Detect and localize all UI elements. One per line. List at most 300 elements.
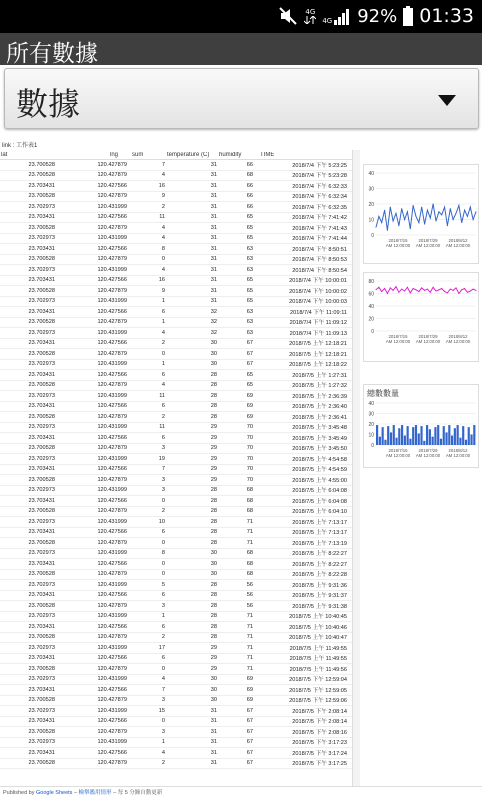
table-cell: 23.700528 bbox=[28, 445, 55, 452]
table-cell: 56 bbox=[246, 602, 253, 609]
table-cell: 120.427879 bbox=[97, 224, 127, 231]
table-cell: 31 bbox=[210, 718, 217, 725]
table-cell: 23.703431 bbox=[28, 182, 55, 189]
table-cell: 71 bbox=[246, 518, 253, 525]
table-cell: 30 bbox=[210, 697, 217, 704]
table-cell: 2018/7/5 上午 12:18:21 bbox=[289, 351, 347, 358]
table-cell: 71 bbox=[246, 655, 253, 662]
table-cell: 71 bbox=[246, 634, 253, 641]
chart-point bbox=[430, 292, 431, 293]
chart-point bbox=[424, 224, 425, 225]
table-row bbox=[0, 706, 352, 717]
y-tick-label: 60 bbox=[368, 291, 374, 298]
table-cell: 2018/7/5 上午 12:18:22 bbox=[289, 362, 347, 369]
chart-point bbox=[416, 216, 417, 217]
table-cell: 70 bbox=[246, 445, 253, 452]
table-cell: 56 bbox=[246, 592, 253, 599]
table-cell: 6 bbox=[161, 623, 165, 630]
x-tick-label: AM 12:00:00 bbox=[385, 339, 411, 344]
chart-bar bbox=[395, 438, 397, 445]
chart-point bbox=[401, 208, 402, 209]
table-cell: 23.702973 bbox=[28, 235, 55, 242]
table-cell: 63 bbox=[246, 266, 253, 273]
table-cell: 23.700528 bbox=[28, 728, 55, 735]
column-header: lng bbox=[110, 151, 119, 158]
table-row bbox=[0, 171, 352, 182]
table-cell: 23.700528 bbox=[28, 760, 55, 767]
table-cell: 23.700528 bbox=[28, 161, 55, 168]
table-cell: 3 bbox=[161, 728, 165, 735]
chart-point bbox=[381, 291, 382, 292]
table-cell: 29 bbox=[210, 455, 217, 462]
y-tick-label: 10 bbox=[368, 432, 374, 439]
table-header bbox=[0, 150, 352, 160]
table-cell: 65 bbox=[246, 277, 253, 284]
table-cell: 3 bbox=[161, 602, 165, 609]
table-cell: 4 bbox=[161, 329, 165, 336]
table-row bbox=[0, 633, 352, 644]
table-cell: 31 bbox=[210, 193, 217, 200]
table-cell: 28 bbox=[210, 487, 217, 494]
chart-bar bbox=[423, 441, 425, 445]
chart-point bbox=[396, 286, 397, 287]
table-cell: 120.427879 bbox=[97, 319, 127, 326]
table-row bbox=[0, 213, 352, 224]
table-cell: 4 bbox=[161, 676, 165, 683]
table-cell: 2018/7/4 下午 5:23:25 bbox=[292, 162, 347, 169]
table-cell: 29 bbox=[210, 644, 217, 651]
table-cell: 23.703431 bbox=[28, 466, 55, 473]
table-cell: 2018/7/5 下午 3:17:23 bbox=[292, 740, 347, 747]
table-cell: 23.700528 bbox=[28, 287, 55, 294]
table-cell: 6 bbox=[161, 403, 165, 410]
table-cell: 120.431999 bbox=[97, 455, 127, 462]
table-cell: 66 bbox=[246, 193, 253, 200]
table-cell: 2018/7/4 下午 7:41:42 bbox=[292, 215, 347, 222]
table-cell: 4 bbox=[161, 224, 165, 231]
table-cell: 31 bbox=[210, 728, 217, 735]
table-cell: 6 bbox=[161, 592, 165, 599]
table-row bbox=[0, 276, 352, 287]
table-cell: 120.431999 bbox=[97, 266, 127, 273]
table-cell: 65 bbox=[246, 382, 253, 389]
table-cell: 23.703431 bbox=[28, 686, 55, 693]
table-cell: 1 bbox=[161, 613, 165, 620]
table-row bbox=[0, 549, 352, 560]
table-cell: 65 bbox=[246, 224, 253, 231]
table-cell: 29 bbox=[210, 466, 217, 473]
table-cell: 120.427566 bbox=[97, 655, 127, 662]
table-cell: 2018/7/5 上午 7:13:17 bbox=[292, 530, 347, 537]
table-cell: 63 bbox=[246, 245, 253, 252]
chart-bar bbox=[398, 428, 400, 445]
chart-point bbox=[467, 292, 468, 293]
footer-separator: – bbox=[73, 790, 78, 796]
table-cell: 23.703431 bbox=[28, 749, 55, 756]
chart-point bbox=[393, 290, 394, 291]
table-cell: 2018/7/5 下午 12:59:04 bbox=[289, 677, 347, 684]
table-cell: 6 bbox=[161, 371, 165, 378]
table-cell: 28 bbox=[210, 623, 217, 630]
chart-point bbox=[396, 213, 397, 214]
sum-chart bbox=[363, 164, 479, 264]
chart-bar bbox=[459, 438, 461, 445]
table-cell: 2018/7/5 上午 7:13:17 bbox=[292, 519, 347, 526]
chart-bar bbox=[379, 437, 381, 445]
table-cell: 2018/7/5 上午 6:04:08 bbox=[292, 488, 347, 495]
y-tick-label: 30 bbox=[368, 411, 374, 418]
table-cell: 23.700528 bbox=[28, 172, 55, 179]
chart-bar bbox=[401, 425, 403, 445]
chart-point bbox=[401, 289, 402, 290]
table-cell: 120.427879 bbox=[97, 350, 127, 357]
chart-point bbox=[470, 291, 471, 292]
table-cell: 2018/7/5 上午 11:49:56 bbox=[289, 666, 347, 673]
table-cell: 56 bbox=[246, 581, 253, 588]
table-cell: 0 bbox=[161, 665, 165, 672]
table-cell: 23.702973 bbox=[28, 266, 55, 273]
table-cell: 120.427566 bbox=[97, 340, 127, 347]
chart-point bbox=[470, 207, 471, 208]
table-cell: 120.431999 bbox=[97, 361, 127, 368]
table-cell: 120.427879 bbox=[97, 413, 127, 420]
table-cell: 28 bbox=[210, 634, 217, 641]
chart-bar bbox=[468, 427, 470, 445]
table-cell: 2018/7/5 上午 4:55:00 bbox=[292, 477, 347, 484]
table-cell: 23.700528 bbox=[28, 602, 55, 609]
table-cell: 120.427879 bbox=[97, 571, 127, 578]
table-cell: 2 bbox=[161, 340, 165, 347]
table-cell: 1 bbox=[161, 361, 165, 368]
battery-icon bbox=[403, 6, 413, 26]
table-cell: 66 bbox=[246, 203, 253, 210]
table-cell: 2 bbox=[161, 413, 165, 420]
table-cell: 7 bbox=[161, 686, 165, 693]
table-cell: 23.703431 bbox=[28, 623, 55, 630]
table-cell: 23.703431 bbox=[28, 434, 55, 441]
humidity-chart bbox=[363, 272, 479, 362]
table-cell: 3 bbox=[161, 476, 165, 483]
table-cell: 120.427566 bbox=[97, 623, 127, 630]
chart-point bbox=[450, 289, 451, 290]
x-tick-label: 2018/8/12 bbox=[448, 238, 468, 243]
table-cell: 120.427879 bbox=[97, 161, 127, 168]
table-row bbox=[0, 475, 352, 486]
table-cell: 3 bbox=[161, 697, 165, 704]
x-tick-label: AM 12:00:00 bbox=[415, 243, 441, 248]
chart-point bbox=[458, 293, 459, 294]
table-cell: 1 bbox=[161, 739, 165, 746]
table-cell: 66 bbox=[246, 182, 253, 189]
google-sheets-link[interactable]: Google Sheets bbox=[36, 790, 73, 796]
table-cell: 120.427566 bbox=[97, 214, 127, 221]
table-cell: 31 bbox=[210, 214, 217, 221]
table-cell: 2018/7/5 上午 9:31:36 bbox=[292, 582, 347, 589]
table-cell: 2018/7/5 上午 6:04:08 bbox=[292, 498, 347, 505]
table-cell: 120.427566 bbox=[97, 529, 127, 536]
table-cell: 32 bbox=[210, 319, 217, 326]
column-header: humidity bbox=[219, 151, 242, 158]
table-cell: 2018/7/5 上午 8:22:27 bbox=[292, 551, 347, 558]
report-abuse-link[interactable]: 檢舉濫用情形 bbox=[78, 790, 112, 796]
chart-point bbox=[421, 287, 422, 288]
table-cell: 1 bbox=[161, 319, 165, 326]
published-by-label: Published by bbox=[3, 790, 35, 796]
chart-bar bbox=[420, 426, 422, 445]
chart-point bbox=[461, 289, 462, 290]
table-row bbox=[0, 297, 352, 308]
chart-point bbox=[418, 291, 419, 292]
chart-point bbox=[404, 219, 405, 220]
column-divider bbox=[352, 150, 360, 786]
x-tick-label: 2018/7/29 bbox=[418, 238, 438, 243]
published-footer bbox=[0, 786, 482, 800]
table-cell: 31 bbox=[210, 235, 217, 242]
table-cell: 2018/7/5 上午 11:49:55 bbox=[289, 645, 347, 652]
table-cell: 67 bbox=[246, 361, 253, 368]
table-row bbox=[0, 360, 352, 371]
y-tick-label: 20 bbox=[368, 316, 374, 323]
table-row bbox=[0, 612, 352, 623]
chart-bar bbox=[445, 432, 447, 445]
table-cell: 2018/7/5 上午 3:45:49 bbox=[292, 435, 347, 442]
table-cell: 63 bbox=[246, 308, 253, 315]
table-row bbox=[0, 381, 352, 392]
table-cell: 2018/7/5 上午 7:13:19 bbox=[292, 540, 347, 547]
chart-point bbox=[381, 222, 382, 223]
chart-bar bbox=[426, 425, 428, 445]
table-cell: 28 bbox=[210, 497, 217, 504]
table-cell: 120.431999 bbox=[97, 739, 127, 746]
table-cell: 71 bbox=[246, 613, 253, 620]
table-cell: 23.703431 bbox=[28, 403, 55, 410]
table-cell: 28 bbox=[210, 592, 217, 599]
table-cell: 23.702973 bbox=[28, 455, 55, 462]
table-row bbox=[0, 727, 352, 738]
table-cell: 69 bbox=[246, 403, 253, 410]
y-tick-label: 40 bbox=[368, 304, 374, 310]
table-cell: 31 bbox=[210, 266, 217, 273]
table-cell: 68 bbox=[246, 571, 253, 578]
table-cell: 68 bbox=[246, 487, 253, 494]
chart-point bbox=[427, 210, 428, 211]
table-cell: 120.427879 bbox=[97, 256, 127, 263]
table-cell: 120.427566 bbox=[97, 277, 127, 284]
x-tick-label: AM 12:00:00 bbox=[445, 339, 471, 344]
table-cell: 8 bbox=[161, 550, 165, 557]
x-tick-label: 2018/7/15 bbox=[388, 334, 408, 339]
table-cell: 120.431999 bbox=[97, 613, 127, 620]
chart-bar bbox=[418, 433, 420, 445]
table-row bbox=[0, 517, 352, 528]
table-cell: 120.431999 bbox=[97, 518, 127, 525]
network-4g-icon bbox=[304, 8, 316, 24]
table-cell: 67 bbox=[246, 707, 253, 714]
table-cell: 6 bbox=[161, 655, 165, 662]
table-cell: 28 bbox=[210, 403, 217, 410]
column-header: lat bbox=[1, 151, 8, 158]
x-tick-label: AM 12:00:00 bbox=[385, 453, 411, 458]
table-cell: 2018/7/4 下午 6:32:34 bbox=[292, 194, 347, 201]
column-header: sum bbox=[132, 151, 144, 158]
table-cell: 65 bbox=[246, 371, 253, 378]
table-cell: 31 bbox=[210, 277, 217, 284]
chart-point bbox=[438, 211, 439, 212]
table-cell: 4 bbox=[161, 235, 165, 242]
status-bar-icons bbox=[278, 5, 474, 27]
published-sheet[interactable] bbox=[0, 136, 482, 786]
table-cell: 30 bbox=[210, 361, 217, 368]
table-row bbox=[0, 759, 352, 770]
table-cell: 31 bbox=[210, 760, 217, 767]
table-cell: 67 bbox=[246, 739, 253, 746]
table-cell: 23.700528 bbox=[28, 476, 55, 483]
table-row bbox=[0, 591, 352, 602]
table-cell: 120.427566 bbox=[97, 718, 127, 725]
table-row bbox=[0, 181, 352, 192]
y-tick-label: 40 bbox=[368, 171, 374, 177]
chart-bar bbox=[429, 429, 431, 445]
chart-point bbox=[413, 205, 414, 206]
table-cell: 2018/7/5 上午 2:36:39 bbox=[292, 393, 347, 400]
chart-point bbox=[387, 293, 388, 294]
chart-bar bbox=[454, 428, 456, 445]
table-cell: 71 bbox=[246, 539, 253, 546]
chart-point bbox=[450, 208, 451, 209]
table-cell: 2018/7/5 上午 2:36:40 bbox=[292, 404, 347, 411]
y-tick-label: 0 bbox=[371, 443, 374, 449]
table-cell: 23.703431 bbox=[28, 718, 55, 725]
mute-icon bbox=[278, 6, 298, 26]
y-tick-label: 10 bbox=[368, 217, 374, 224]
table-row bbox=[0, 192, 352, 203]
table-cell: 4 bbox=[161, 266, 165, 273]
table-cell: 28 bbox=[210, 602, 217, 609]
table-cell: 120.427879 bbox=[97, 172, 127, 179]
data-select-spinner[interactable] bbox=[4, 68, 479, 129]
table-cell: 32 bbox=[210, 329, 217, 336]
table-cell: 120.431999 bbox=[97, 581, 127, 588]
table-cell: 6 bbox=[161, 434, 165, 441]
table-row bbox=[0, 433, 352, 444]
table-row bbox=[0, 318, 352, 329]
table-cell: 120.427879 bbox=[97, 760, 127, 767]
table-cell: 2018/7/4 下午 8:50:54 bbox=[292, 267, 347, 274]
chart-bar bbox=[434, 427, 436, 445]
table-cell: 31 bbox=[210, 161, 217, 168]
table-cell: 31 bbox=[210, 298, 217, 305]
table-cell: 23.703431 bbox=[28, 497, 55, 504]
table-cell: 3 bbox=[161, 487, 165, 494]
table-cell: 28 bbox=[210, 371, 217, 378]
table-cell: 120.427566 bbox=[97, 749, 127, 756]
chart-point bbox=[467, 216, 468, 217]
table-cell: 9 bbox=[161, 287, 165, 294]
chart-bar bbox=[437, 425, 439, 445]
table-cell: 69 bbox=[246, 676, 253, 683]
chart-point bbox=[427, 289, 428, 290]
table-cell: 23.700528 bbox=[28, 539, 55, 546]
table-cell: 120.431999 bbox=[97, 203, 127, 210]
table-cell: 23.700528 bbox=[28, 382, 55, 389]
table-cell: 2018/7/5 上午 8:22:27 bbox=[292, 561, 347, 568]
table-cell: 31 bbox=[210, 172, 217, 179]
x-tick-label: AM 12:00:00 bbox=[445, 243, 471, 248]
spinner-selected-label: 數據 bbox=[16, 85, 81, 123]
table-cell: 69 bbox=[246, 392, 253, 399]
x-tick-label: 2018/7/29 bbox=[418, 448, 438, 453]
x-tick-label: 2018/8/12 bbox=[448, 448, 468, 453]
chart-point bbox=[398, 292, 399, 293]
table-cell: 23.703431 bbox=[28, 560, 55, 567]
table-cell: 4 bbox=[161, 172, 165, 179]
chart-bar bbox=[415, 425, 417, 445]
chart-bar bbox=[393, 425, 395, 445]
table-cell: 28 bbox=[210, 581, 217, 588]
table-cell: 32 bbox=[210, 308, 217, 315]
table-cell: 65 bbox=[246, 235, 253, 242]
table-cell: 2018/7/4 下午 8:50:53 bbox=[292, 257, 347, 264]
chart-point bbox=[404, 291, 405, 292]
table-cell: 120.431999 bbox=[97, 676, 127, 683]
table-cell: 31 bbox=[210, 203, 217, 210]
table-cell: 120.427879 bbox=[97, 697, 127, 704]
table-cell: 70 bbox=[246, 434, 253, 441]
data-table bbox=[0, 150, 352, 769]
table-cell: 120.427566 bbox=[97, 434, 127, 441]
chart-point bbox=[376, 289, 377, 290]
chart-bar bbox=[465, 440, 467, 445]
table-cell: 120.427566 bbox=[97, 403, 127, 410]
table-row bbox=[0, 507, 352, 518]
table-cell: 120.427566 bbox=[97, 308, 127, 315]
table-cell: 0 bbox=[161, 497, 165, 504]
chart-point bbox=[458, 205, 459, 206]
table-cell: 120.431999 bbox=[97, 424, 127, 431]
table-cell: 120.427566 bbox=[97, 245, 127, 252]
table-cell: 2018/7/5 上午 12:18:21 bbox=[289, 341, 347, 348]
table-cell: 0 bbox=[161, 560, 165, 567]
table-row bbox=[0, 570, 352, 581]
chart-bar bbox=[412, 427, 414, 445]
chart-point bbox=[430, 217, 431, 218]
table-cell: 29 bbox=[210, 476, 217, 483]
table-cell: 23.700528 bbox=[28, 224, 55, 231]
y-tick-label: 80 bbox=[368, 279, 374, 285]
sheet-link-label: link : 工作表1 bbox=[2, 143, 38, 149]
table-row bbox=[0, 307, 352, 318]
chart-point bbox=[461, 222, 462, 223]
table-cell: 2 bbox=[161, 508, 165, 515]
table-cell: 120.431999 bbox=[97, 392, 127, 399]
table-cell: 120.427879 bbox=[97, 476, 127, 483]
chart-bar bbox=[440, 439, 442, 445]
table-cell: 19 bbox=[158, 455, 165, 462]
table-cell: 70 bbox=[246, 455, 253, 462]
chart-bar bbox=[376, 425, 378, 445]
table-cell: 120.427879 bbox=[97, 634, 127, 641]
table-cell: 67 bbox=[246, 340, 253, 347]
table-cell: 23.702973 bbox=[28, 329, 55, 336]
table-row bbox=[0, 675, 352, 686]
chart-point bbox=[376, 227, 377, 228]
table-cell: 2018/7/4 下午 11:09:13 bbox=[289, 330, 347, 337]
table-cell: 2018/7/5 下午 3:17:25 bbox=[292, 761, 347, 768]
column-header: temperature (C) bbox=[167, 151, 210, 158]
table-cell: 23.702973 bbox=[28, 298, 55, 305]
table-row bbox=[0, 402, 352, 413]
table-cell: 23.702973 bbox=[28, 613, 55, 620]
